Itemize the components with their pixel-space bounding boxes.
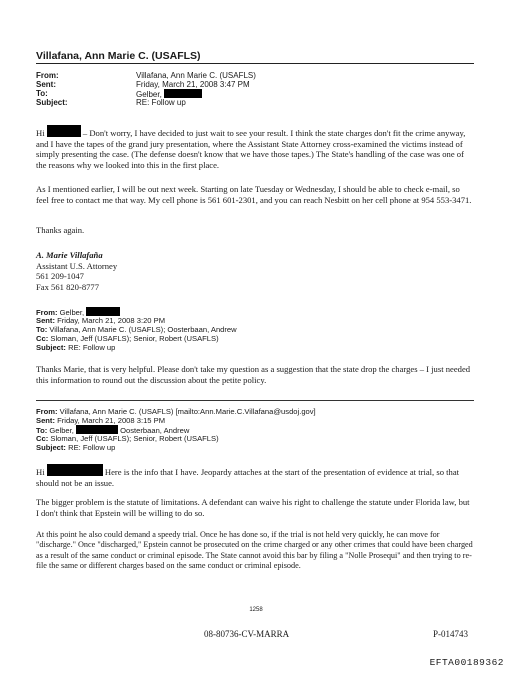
email2-to-label: To:: [36, 325, 48, 334]
body1-p1-text: – Don't worry, I have decided to just wait to see your result. I think the state charges don't fit the crime anyway, and I have the tapes of the grand jury presentation, where the Assistant State Attorney cross-examined the victims instead of simply presenting the case. (The defense doesn't know that we have those tapes.) The State's handling of the case was one of the reasons why we looked into this in the first place.: [36, 128, 466, 170]
body1-paragraph-3: Thanks again.: [36, 225, 85, 235]
email2-from-value: Gelber,: [59, 308, 85, 317]
header-to-text: Gelber,: [136, 90, 162, 99]
bates-number: EFTA00189362: [429, 657, 504, 668]
email2-cc-label: Cc:: [36, 334, 49, 343]
email2-subject: [36, 343, 476, 352]
redaction-box: [164, 89, 202, 98]
email2-sent-value: Friday, March 21, 2008 3:20 PM: [57, 316, 166, 325]
email3-from-label: From:: [36, 407, 58, 416]
email2-from-label: From:: [36, 308, 58, 317]
email3-subject: [36, 443, 476, 452]
signature-fax: Fax 561 820-8777: [36, 281, 100, 292]
email3-from-value: Villafana, Ann Marie C. (USAFLS) [mailto:Ann.Marie.C.Villafana@usdoj.gov]: [59, 407, 316, 416]
email3-sent: [36, 416, 476, 425]
email-separator: [36, 400, 474, 401]
email2-cc-value: Sloman, Jeff (USAFLS); Senior, Robert (USAFLS): [50, 334, 219, 343]
email3-from: [36, 407, 476, 416]
email3-paragraph-1: [36, 464, 474, 488]
email2-sent-label: Sent:: [36, 316, 55, 325]
redaction-box: [47, 464, 103, 476]
email3-to-value-1: Gelber,: [49, 426, 74, 435]
exhibit-number: P-014743: [433, 629, 469, 639]
page-number: 1258: [249, 607, 263, 613]
body1-paragraph-1: [36, 125, 474, 170]
header-from-label: From:: [36, 71, 59, 80]
header-sent-label: Sent:: [36, 80, 56, 89]
email3-sent-value: Friday, March 21, 2008 3:15 PM: [57, 416, 166, 425]
header-subject-label: Subject:: [36, 98, 68, 107]
email3-sent-label: Sent:: [36, 416, 55, 425]
signature-phone: 561 209-1047: [36, 271, 84, 281]
body1-paragraph-2: As I mentioned earlier, I will be out next week. Starting on late Tuesday or Wednesday, I should be able to check e-mail, so feel free to contact me that way. My cell phone is 561 601-2301, and you can reach Nesbitt on her cell phone at 954 553-3471.: [36, 184, 472, 205]
email3-subject-label: Subject:: [36, 443, 66, 452]
document-title: Villafana, Ann Marie C. (USAFLS): [36, 50, 201, 62]
email3-paragraph-2: The bigger problem is the statute of limitations. A defendant can waive his right to challenge the statute under Florida law, but I don't think that Epstein will be willing to do so.: [36, 497, 470, 518]
email3-to-value-2: Oosterbaan, Andrew: [120, 426, 190, 435]
redaction-box: [86, 307, 120, 316]
email3-greeting: Hi: [36, 467, 45, 477]
email2-subject-label: Subject:: [36, 343, 66, 352]
email3-to-label: To:: [36, 426, 48, 435]
email2-cc: [36, 334, 476, 343]
header-from-value: Villafana, Ann Marie C. (USAFLS): [136, 71, 256, 80]
email2-sent: [36, 316, 476, 325]
email2-to-value: Villafana, Ann Marie C. (USAFLS); Oosterbaan, Andrew: [49, 325, 237, 334]
body1-greeting: Hi: [36, 128, 45, 138]
email3-paragraph-3: At this point he also could demand a speedy trial. Once he has done so, if the trial is not held very quickly, he can move for "discharge." Once "discharged," Epstein cannot be prosecuted on the crime charged or any other crimes that could have been charged as a result of the same conduct or criminal episode. The State cannot avoid this bar by filing a "Nolle Prosequi" and then trying to re-file the same or different charges based on the same conduct or criminal episode.: [36, 530, 473, 571]
case-number: 08-80736-CV-MARRA: [204, 629, 290, 639]
header-subject-value: RE: Follow up: [136, 98, 186, 107]
redaction-box: [76, 425, 118, 434]
email3-subject-value: RE: Follow up: [68, 443, 116, 452]
email2-subject-value: RE: Follow up: [68, 343, 116, 352]
email3-cc-label: Cc:: [36, 434, 49, 443]
email3-p1-text: Here is the info that I have. Jeopardy attaches at the start of the presentation of evidence at trial, so that should not be an issue.: [36, 467, 460, 488]
signature-block: [36, 250, 474, 292]
redaction-box: [47, 125, 81, 137]
header-sent-value: Friday, March 21, 2008 3:47 PM: [136, 80, 250, 89]
email2-to: [36, 325, 476, 334]
email3-cc: [36, 434, 476, 443]
email2-body: Thanks Marie, that is very helpful. Please don't take my question as a suggestion that the state drop the charges – I just needed this information to round out the discussion about the petite policy.: [36, 364, 471, 385]
email3-cc-value: Sloman, Jeff (USAFLS); Senior, Robert (USAFLS): [50, 434, 219, 443]
title-rule: [36, 63, 474, 64]
signature-title: Assistant U.S. Attorney: [36, 260, 118, 271]
header-to-label: To:: [36, 89, 48, 98]
signature-name: A. Marie Villafaña: [36, 250, 103, 260]
